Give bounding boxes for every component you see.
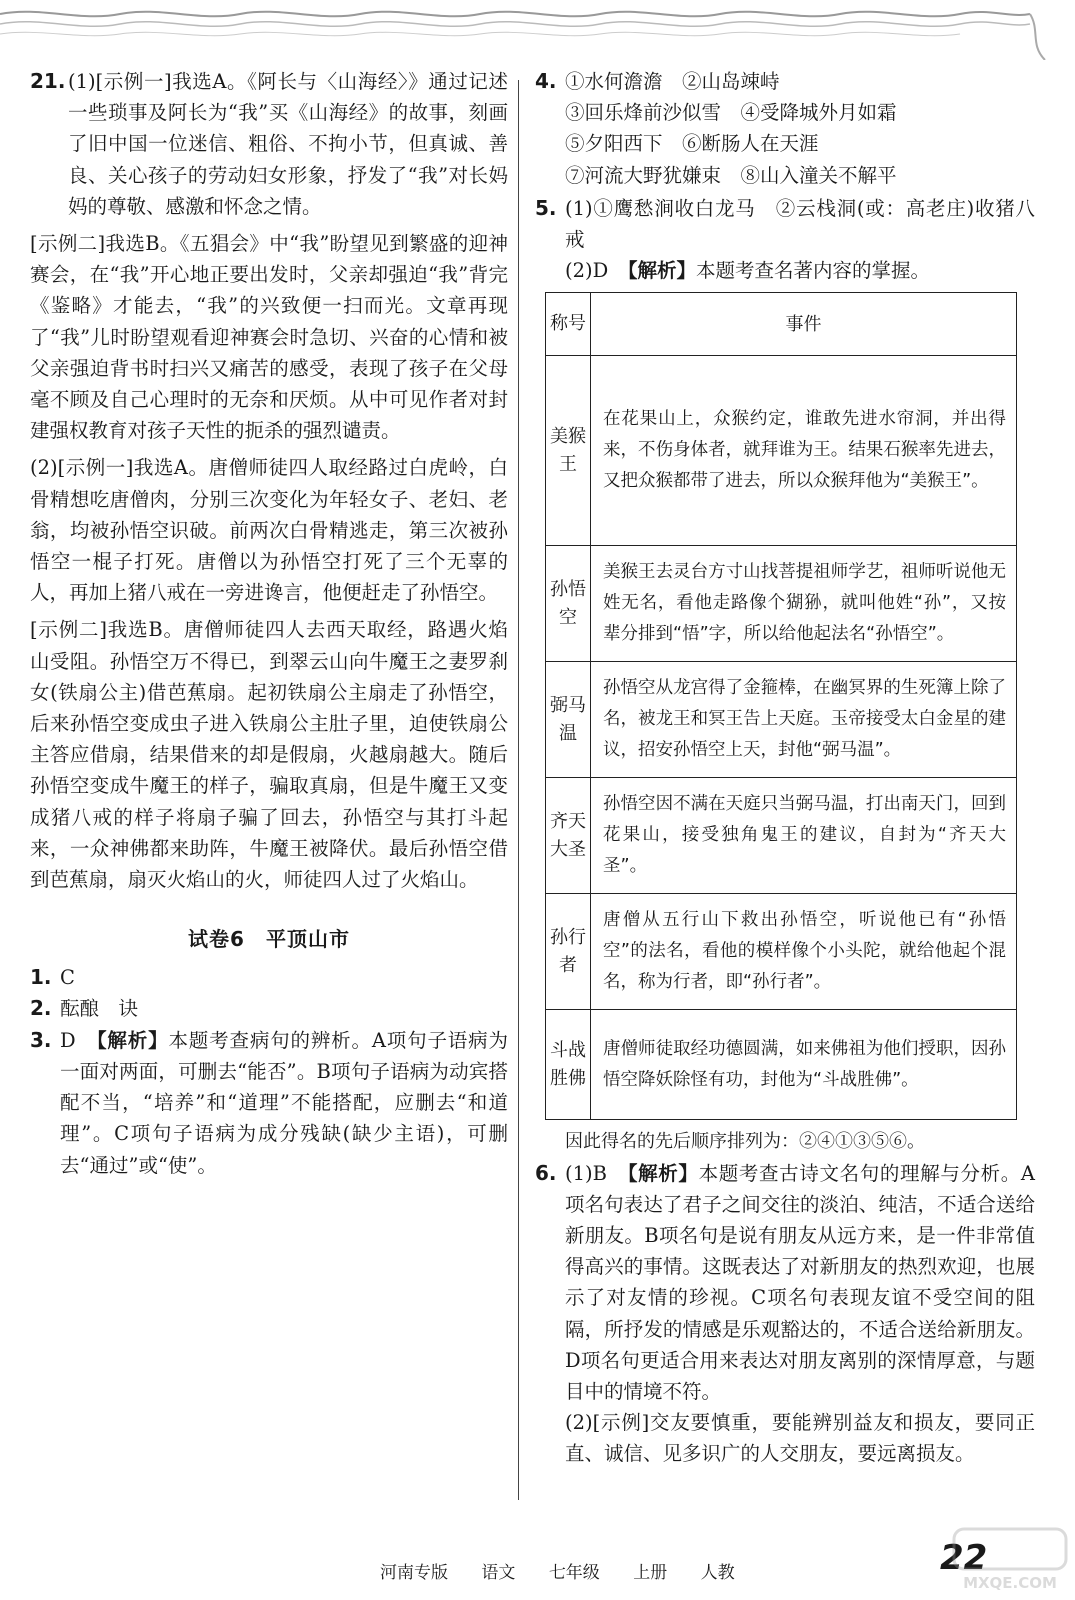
- answer-choice: D: [60, 1028, 76, 1052]
- answer-text: [535, 1158, 1035, 1408]
- question-number: 2.: [30, 996, 52, 1021]
- footer-edition: 河南专版: [380, 1563, 448, 1583]
- footer-grade: 七年级: [548, 1563, 600, 1583]
- question-number: 5.: [535, 195, 557, 220]
- page-footer: [0, 1538, 1075, 1600]
- analysis-tag: 【解析】: [627, 259, 697, 283]
- title-event: 在花果山上，众猴约定，谁敢先进水帘洞，并出得来，不伤身体者，就拜谁为王。结果石猴率先进去，又把众猴都带了进去，所以众猴拜他为“美猴王”。: [591, 356, 1017, 546]
- answer-line: ⑤夕阳西下 ⑥断肠人在天涯: [565, 132, 819, 156]
- analysis-text: 本题考查名著内容的掌握。: [696, 259, 931, 283]
- column-divider: [518, 80, 519, 1500]
- table-row: [546, 356, 1017, 546]
- question-number: 3.: [30, 1027, 52, 1052]
- analysis-tag: 【解析】: [96, 1028, 169, 1052]
- title-name: 孙悟空: [546, 546, 591, 662]
- title-name: 斗战胜佛: [546, 1010, 591, 1120]
- left-column: [30, 66, 508, 1181]
- page-number: 22: [940, 1538, 988, 1578]
- question-number: 21.: [30, 69, 66, 93]
- header-event: 事件: [591, 293, 1017, 356]
- question-3: [30, 1025, 508, 1181]
- watermark-text: MXQE.COM: [963, 1574, 1057, 1592]
- question-21: [30, 66, 508, 895]
- answer-line: ⑦河流大野犹嫌束 ⑧山入潼关不解平: [565, 163, 897, 187]
- question-4: [535, 66, 1035, 191]
- title-event: 唐僧从五行山下救出孙悟空，听说他已有“孙悟空”的法名，看他的模样像个小头陀，就给他起个混名，称为行者，即“孙行者”。: [591, 894, 1017, 1010]
- answer-text: (2)[示例]交友要慎重，要能辨别益友和损友，要同正直、诚信、见多识广的人交朋友，要远离损友。: [565, 1411, 1035, 1466]
- answer-text: [30, 1025, 508, 1181]
- question-5: [535, 193, 1035, 1158]
- analysis-text: 本题考查古诗文名句的理解与分析。A项名句表达了君子之间交往的淡泊、纯洁，不适合送给新朋友。B项名句是说有朋友从远方来，是一件非常值得高兴的事情。这既表达了对新朋友的热烈欢迎，也展示了对友情的珍视。C项名句表现友谊不受空间的阻隔，所抒发的情感是乐观豁达的，不适合送给新朋友。D项名句更适合用来表达对朋友离别的深情厚意，与题目中的情境不符。: [565, 1161, 1035, 1404]
- footer-subject: 语文: [481, 1563, 516, 1583]
- table-row: [546, 894, 1017, 1010]
- table-row: [546, 546, 1017, 662]
- title-name: 孙行者: [546, 894, 591, 1010]
- question-number: 1.: [30, 965, 52, 990]
- answer-paragraph: (1)[示例一]我选A。《阿长与〈山海经〉》通过记述一些琐事及阿长为“我”买《山海经》的故事，刻画了旧中国一位迷信、粗俗、不拘小节，但真诚、善良、关心孩子的劳动妇女形象，抒发了“我”对长妈妈的尊敬、感激和怀念之情。: [68, 70, 508, 218]
- answer-conclusion: 因此得名的先后顺序排列为：②④①③⑤⑥。: [565, 1131, 925, 1153]
- title-event: 孙悟空从龙宫得了金箍棒，在幽冥界的生死簿上除了名，被龙王和冥王告上天庭。玉帝接受太白金星的建议，招安孙悟空上天，封他“弼马温”。: [591, 662, 1017, 778]
- title-name: 齐天大圣: [546, 778, 591, 894]
- title-event: 唐僧师徒取经功德圆满，如来佛祖为他们授职，因孙悟空降妖除怪有功，封他为“斗战胜佛”。: [591, 1010, 1017, 1120]
- title-event: 美猴王去灵台方寸山找菩提祖师学艺，祖师听说他无姓无名，看他走路像个猢狲，就叫他姓“孙”，又按辈分排到“悟”字，所以给他起法名“孙悟空”。: [591, 546, 1017, 662]
- right-column: [535, 66, 1035, 1470]
- title-name: 弼马温: [546, 662, 591, 778]
- answer-line: ③回乐烽前沙似雪 ④受降城外月如霜: [565, 101, 897, 125]
- wavy-top-border: [0, 0, 1075, 60]
- answer-line: ①水何澹澹 ②山岛竦峙: [565, 70, 780, 93]
- question-number: 6.: [535, 1160, 557, 1185]
- header-name: 称号: [546, 293, 591, 356]
- answer-text: C: [60, 966, 75, 990]
- analysis-tag: 【解析】: [627, 1161, 699, 1185]
- footer-publisher: 人教: [700, 1563, 735, 1583]
- analysis-text: 本题考查病句的辨析。A项句子语病为一面对两面，可删去“能否”。B项句子语病为动宾搭配不当，“培养”和“道理”不能搭配，应删去“和道理”。C项句子语病为成分残缺(缺少主语)，可删去“通过”或“使”。: [60, 1028, 508, 1177]
- question-1: [30, 962, 508, 993]
- answer-text: (1)①鹰愁涧收白龙马 ②云栈洞(或：高老庄)收猪八戒: [565, 196, 1035, 252]
- answer-text: 酝酿 诀: [60, 997, 139, 1021]
- table-row: [546, 1010, 1017, 1120]
- title-name: 美猴王: [546, 356, 591, 546]
- question-number: 4.: [535, 69, 557, 93]
- answer-text: [535, 255, 1035, 286]
- footer-volume: 上册: [633, 1563, 668, 1583]
- footer-info: [380, 1558, 753, 1583]
- question-6: [535, 1158, 1035, 1470]
- section-title: 试卷6 平顶山市: [188, 927, 350, 952]
- answer-paragraph: (2)[示例一]我选A。唐僧师徒四人取经路过白虎岭，白骨精想吃唐僧肉，分别三次变化为年轻女子、老妇、老翁，均被孙悟空识破。前两次白骨精逃走，第三次被孙悟空一棍子打死。唐僧以为孙悟空打死了三个无辜的人，再加上猪八戒在一旁进谗言，他便赶走了孙悟空。: [30, 456, 508, 605]
- question-2: [30, 993, 508, 1024]
- table-row: [546, 778, 1017, 894]
- answer-paragraph: [示例二]我选B。《五猖会》中“我”盼望见到繁盛的迎神赛会，在“我”开心地正要出发时，父亲却强迫“我”背完《鉴略》才能去，“我”的兴致便一扫而光。文章再现了“我”儿时盼望观看迎神赛会时急切、兴奋的心情和被父亲强迫背书时扫兴又痛苦的感受，表现了孩子在父母毫不顾及自己心理时的无奈和厌烦。从中可见作者对封建强权教育对孩子天性的扼杀的强烈谴责。: [30, 232, 508, 443]
- table-header-row: [546, 293, 1017, 356]
- answer-prefix: (2)D: [565, 259, 628, 283]
- answer-prefix: (1)B: [565, 1161, 628, 1185]
- title-event: 孙悟空因不满在天庭只当弼马温，打出南天门，回到花果山，接受独角鬼王的建议，自封为“齐天大圣”。: [591, 778, 1017, 894]
- table-row: [546, 662, 1017, 778]
- title-events-table: [545, 292, 1017, 1120]
- answer-paragraph: [示例二]我选B。唐僧师徒四人去西天取经，路遇火焰山受阻。孙悟空万不得已，到翠云山向牛魔王之妻罗刹女(铁扇公主)借芭蕉扇。起初铁扇公主扇走了孙悟空，后来孙悟空变成虫子进入铁扇公主肚子里，迫使铁扇公主答应借扇，结果借来的却是假扇，火越扇越大。随后孙悟空变成牛魔王的样子，骗取真扇，但是牛魔王又变成猪八戒的样子将扇子骗了回去，孙悟空与其打斗起来，一众神佛都来助阵，牛魔王被降伏。最后孙悟空借到芭蕉扇，扇灭火焰山的火，师徒四人过了火焰山。: [30, 618, 508, 892]
- watermark-logo: [950, 1525, 1070, 1595]
